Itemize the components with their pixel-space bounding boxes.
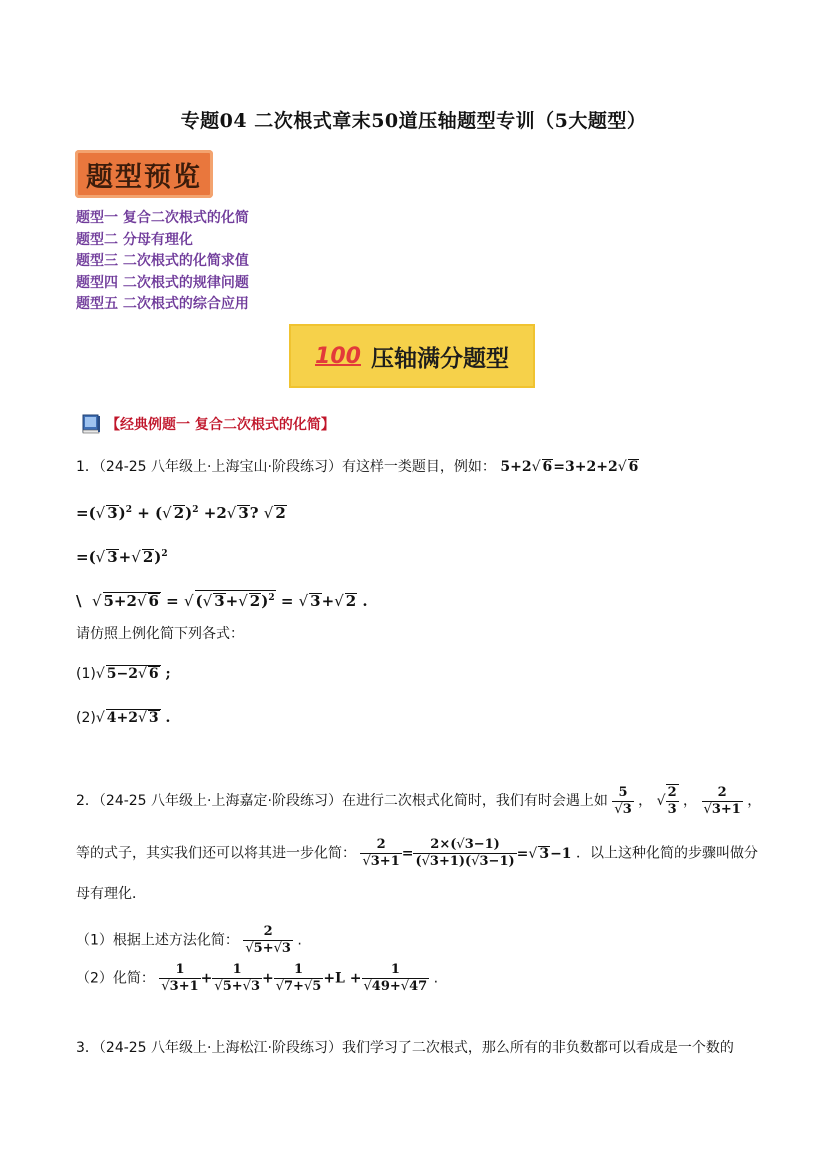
full-score-banner — [289, 324, 535, 388]
q2-part2-label: （2）化简： — [76, 970, 155, 987]
toc-item[interactable]: 题型二 分母有理化 — [76, 231, 193, 248]
toc-item[interactable]: 题型三 二次根式的化简求值 — [76, 253, 249, 269]
q3-intro: 3．（24-25 八年级上·上海松江·阶段练习）我们学习了二次根式，那么所有的非负数都可以看成是一个数的 — [76, 1040, 734, 1056]
banner-label: 压轴满分题型 — [370, 345, 509, 372]
q1-part1-label: (1) — [76, 666, 96, 682]
q1-instruction: 请仿照上例化简下列各式： — [76, 626, 244, 642]
toc-item[interactable]: 题型五 二次根式的综合应用 — [76, 296, 249, 312]
q1-intro-line — [76, 457, 639, 477]
q1-step2: =(√ 3+√ 2)$^2$ — [76, 548, 168, 566]
overview-badge — [75, 150, 213, 198]
q1-part2-label: (2) — [76, 710, 96, 726]
toc-item[interactable]: 题型一 复合二次根式的化简 — [76, 210, 249, 226]
toc-list — [76, 208, 249, 316]
q2-part1: （1）根据上述方法化简： $\frac{2}{√5+√3}$ . — [76, 924, 302, 956]
q2-intro-line: 2．（24-25 八年级上·上海嘉定·阶段练习）在进行二次根式化简时，我们有时会遇上如 $\frac{5}{√3}$ ， √ $\frac{2}{3}$ ， $\frac{2}{√3+1}$ ， — [76, 784, 762, 817]
q1-part2: (2)√ 4+2√ 3 . — [76, 710, 171, 726]
q2-line3: 母有理化． — [76, 886, 146, 902]
page-title: 专题04 二次根式章末50道压轴题型专训（5大题型） — [180, 110, 647, 132]
toc-item[interactable]: 题型四 二次根式的规律问题 — [76, 274, 249, 291]
q2-part1-label: （1）根据上述方法化简： — [76, 932, 239, 949]
q1-example: 5+2√ 6=3+2+2√ 6 — [500, 459, 639, 475]
q1-part1: (1)√ 5−2√ 6 ; — [76, 666, 171, 682]
q1-intro: 1．（24-25 八年级上·上海宝山·阶段练习）有这样一类题目，例如： — [76, 459, 496, 475]
overview-badge-label: 题型预览 — [86, 161, 202, 193]
hundred-icon: 100 — [315, 343, 361, 369]
q2-intro: 2．（24-25 八年级上·上海嘉定·阶段练习）在进行二次根式化简时，我们有时会遇上如 — [76, 793, 608, 809]
book-icon — [80, 413, 102, 435]
q1-step1: =(√ 3)$^2$ + (√ 2)$^2$ +2√ 3? √ 2 — [76, 504, 286, 522]
q1-step3: \ √ 5+2√ 6 = √ (√ 3+√ 2)$^2$ = √ 3+√ 2 . — [76, 592, 368, 610]
q2-part2: （2）化简： $\frac{1}{√3+1}$ + $\frac{1}{√5+√3}$ + $\frac{1}{√7+√5}$ +L + $\frac{1}{√49+√47}$ . — [76, 962, 439, 994]
q2-line2-suffix: ．以上这种化简的步骤叫做分 — [576, 845, 758, 862]
section-heading — [80, 413, 335, 435]
q2-line2-prefix: 等的式子，其实我们还可以将其进一步化简： — [76, 845, 356, 862]
q2-rationalize-line: 等的式子，其实我们还可以将其进一步化简： $\frac{2}{√3+1}$ = $\frac{2\times(√3-1)}{(√3+1)(√3-1)}$ =√ 3−1 ．以上这种化简的步骤叫做分 — [76, 837, 758, 869]
section-label: 【经典例题一 复合二次根式的化简】 — [106, 417, 335, 433]
